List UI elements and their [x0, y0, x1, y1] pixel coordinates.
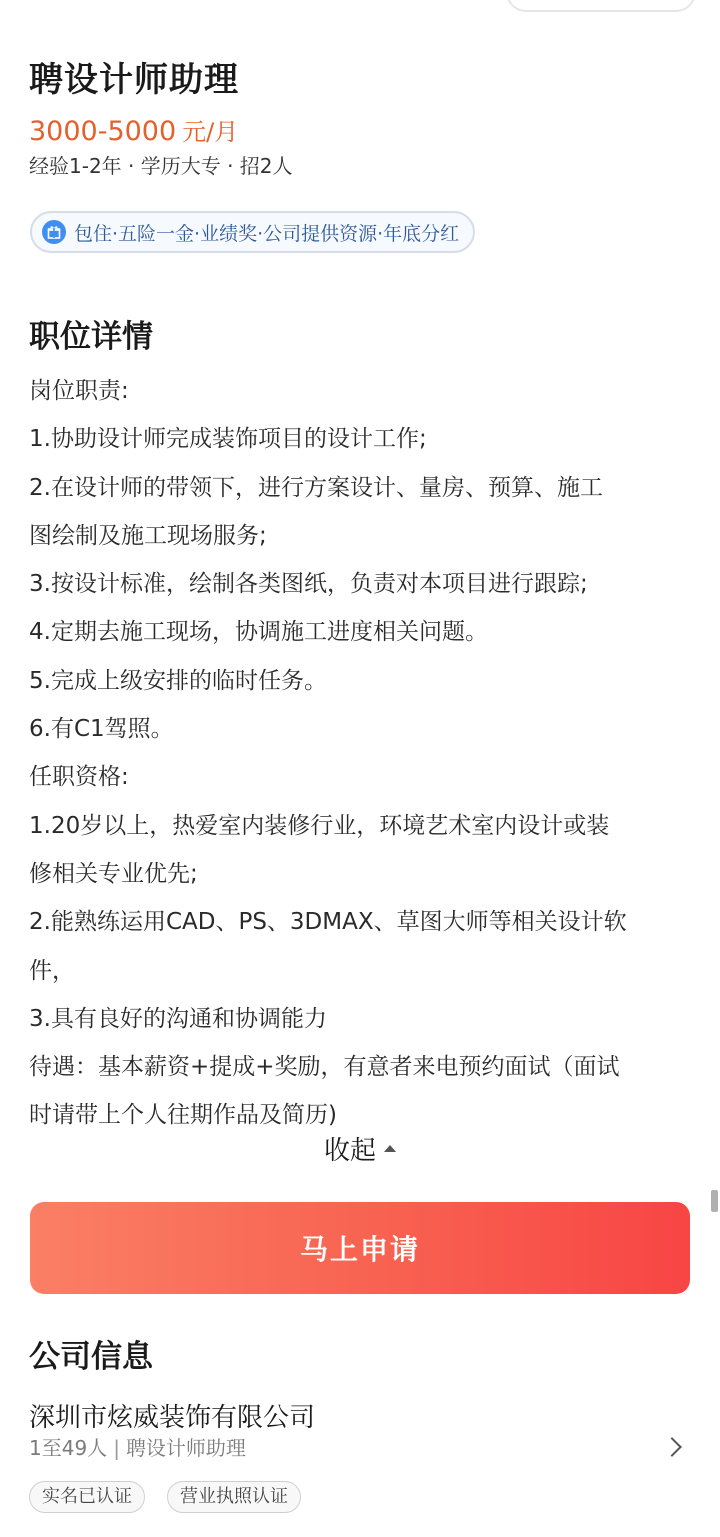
job-description — [29, 367, 694, 1140]
collapse-label: 收起 — [323, 1136, 376, 1166]
description-line: 1.20岁以上，热爱室内装修行业，环境艺术室内设计或装 — [29, 812, 610, 839]
benefits-pill[interactable] — [30, 211, 475, 253]
description-line: 任职资格: — [29, 764, 129, 791]
meta-separator: | — [113, 1436, 120, 1460]
description-line: 5.完成上级安排的临时任务。 — [29, 667, 327, 694]
salary-range: 3000-5000 — [29, 116, 177, 147]
description-line: 1.协助设计师完成装饰项目的设计工作; — [29, 426, 427, 453]
description-line: 2.在设计师的带领下，进行方案设计、量房、预算、施工 — [29, 474, 603, 501]
collapse-button[interactable] — [0, 1130, 720, 1167]
description-line: 3.具有良好的沟通和协调能力 — [29, 1005, 327, 1032]
description-line: 2.能熟练运用CAD、PS、3DMAX、草图大师等相关设计软 — [29, 909, 627, 936]
gift-icon — [42, 220, 66, 244]
description-line: 岗位职责: — [29, 378, 129, 404]
caret-up-icon — [384, 1145, 396, 1152]
job-title: 聘设计师助理 — [29, 60, 239, 100]
verified-name-tag: 实名已认证 — [29, 1481, 145, 1513]
company-size: 1至49人 — [29, 1436, 108, 1460]
description-line: 件， — [29, 957, 75, 984]
benefits-text: 包住·五险一金·业绩奖·公司提供资源·年底分红 — [74, 222, 460, 245]
description-line: 时请带上个人往期作品及简历) — [29, 1102, 337, 1129]
job-requirements: 经验1-2年 · 学历大专 · 招2人 — [29, 154, 293, 178]
description-line: 6.有C1驾照。 — [29, 716, 174, 743]
description-line: 待遇：基本薪资+提成+奖励，有意者来电预约面试（面试 — [29, 1054, 620, 1081]
job-details-title: 职位详情 — [29, 319, 153, 355]
chevron-right-icon[interactable] — [662, 1437, 682, 1457]
company-position: 聘设计师助理 — [125, 1436, 246, 1460]
description-line: 修相关专业优先; — [29, 860, 198, 887]
description-line: 3.按设计标准，绘制各类图纸，负责对本项目进行跟踪; — [29, 571, 588, 598]
business-license-tag: 营业执照认证 — [167, 1481, 301, 1513]
company-info-title: 公司信息 — [29, 1339, 153, 1375]
top-bar-pill[interactable] — [506, 0, 696, 12]
company-name[interactable]: 深圳市炫威装饰有限公司 — [29, 1403, 316, 1433]
scrollbar-thumb[interactable] — [711, 1190, 718, 1212]
description-line: 图绘制及施工现场服务; — [29, 522, 267, 549]
apply-button[interactable]: 马上申请 — [30, 1202, 690, 1294]
company-meta — [29, 1432, 246, 1461]
salary — [29, 112, 238, 147]
salary-unit: 元/月 — [182, 118, 239, 146]
description-line: 4.定期去施工现场，协调施工进度相关问题。 — [29, 619, 488, 646]
